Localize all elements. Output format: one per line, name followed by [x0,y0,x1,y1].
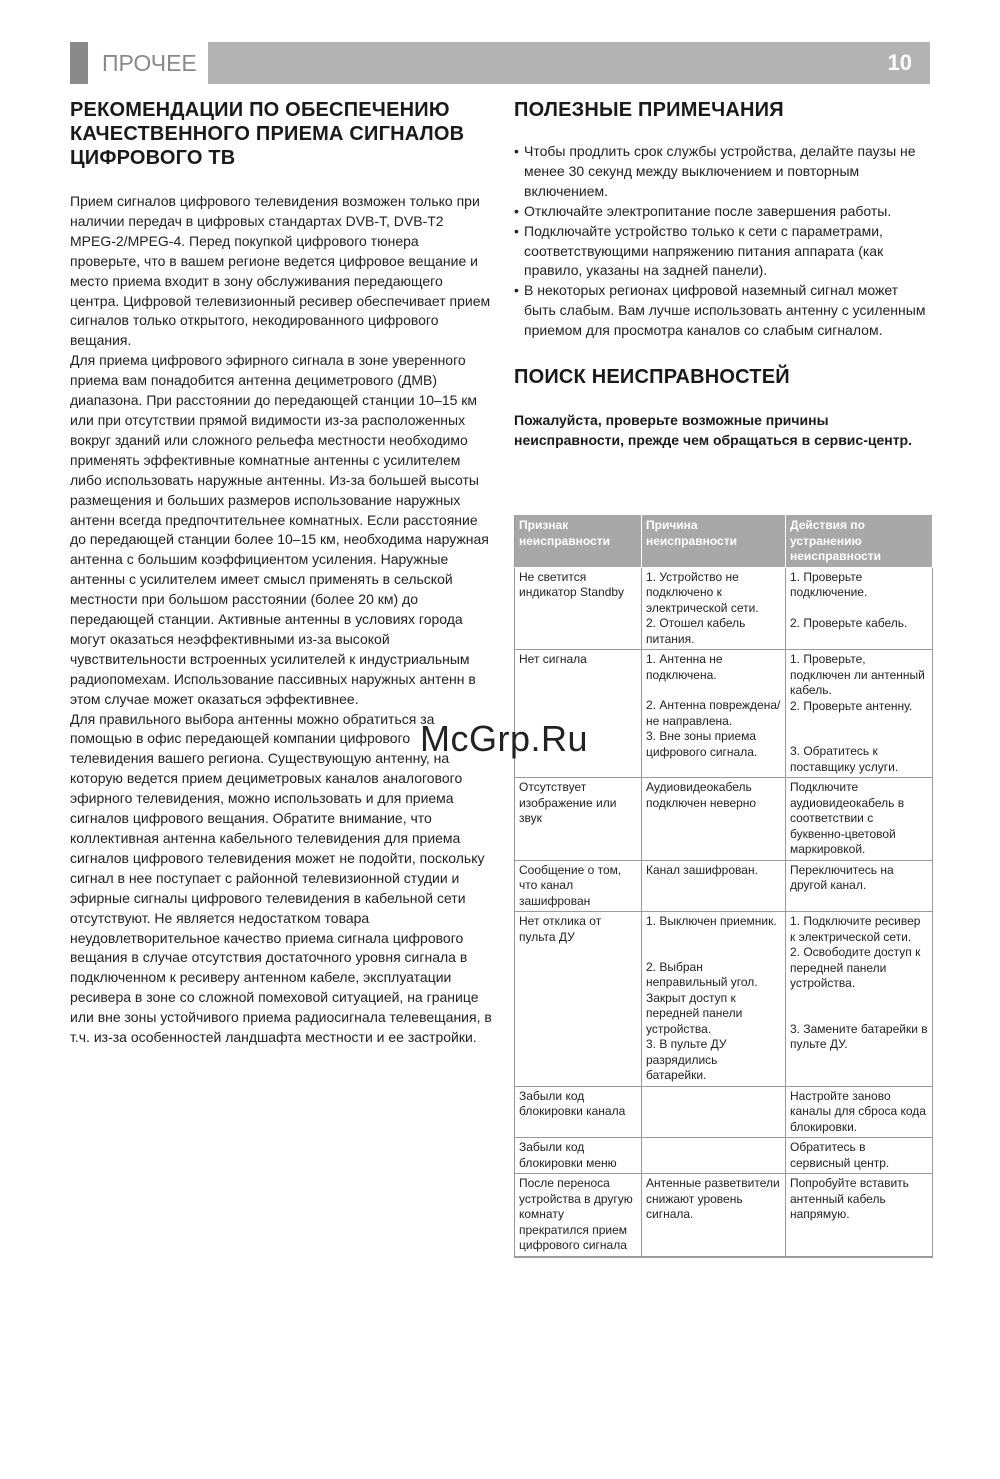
table-row [515,1138,933,1174]
table-row [515,778,933,861]
troubleshooting-intro: Пожалуйста, проверьте возможные причины неисправности, прежде чем обращаться в сервис-центр. [514,412,913,448]
cause-cell: 1. Устройство не подключено к электрической сети. 2. Отошел кабель питания. [642,567,786,650]
action-cell: Переключитесь на другой канал. [786,860,933,912]
action-cell: 1. Проверьте, подключен ли антенный кабель. 2. Проверьте антенну. 3. Обратитесь к поставщику услуги. [786,650,933,778]
action-cell: Попробуйте вставить антенный кабель напрямую. [786,1174,933,1257]
bullet-icon: • [514,282,519,299]
reception-recommendations-text [70,192,492,1048]
bullet-icon: • [514,202,519,219]
header-bar [208,42,930,84]
left-column [70,98,492,1048]
page-number: 10 [887,50,912,75]
action-cell: 1. Подключите ресивер к электрической сети. 2. Освободите доступ к передней панели устройства. 3. Замените батарейки в пульте ДУ. [786,912,933,1087]
action-cell: Настройте заново каналы для сброса кода блокировки. [786,1086,933,1138]
paragraph: Прием сигналов цифрового телевидения возможен только при наличии передач в цифровых стандартах DVB-T, DVB-T2 MPEG-2/MPEG-4. Перед покупкой цифрового тюнера проверьте, что в вашем регионе ведется цифровое вещание и место приема входит в зону обслуживания передающего центра. Цифровой телевизионный ресивер обеспечивает прием сигналов только открытого, некодированного цифрового вещания. [70,193,491,349]
column-header-action: Действия по устранению неисправности [786,515,933,568]
table-row [515,1174,933,1257]
cause-cell [642,1086,786,1138]
list-item: • Чтобы продлить срок службы устройства, делайте паузы не менее 30 секунд между выключением и повторным включением. [514,143,916,199]
symptom-cell: Сообщение о том, что канал зашифрован [515,860,642,912]
reception-recommendations-title: РЕКОМЕНДАЦИИ ПО ОБЕСПЕЧЕНИЮ КАЧЕСТВЕННОГО ПРИЕМА СИГНАЛОВ ЦИФРОВОГО ТВ [70,99,465,169]
paragraph: Для приема цифрового эфирного сигнала в зоне уверенного приема вам понадобится антенна дециметрового (ДМВ) диапазона. При расстоянии до передающей станции 10–15 км или при отсутствии прямой видимости из-за расположенных вокруг зданий или сложного рельефа местности необходимо применять эффективные комнатные антенны с усилителем либо использовать наружные антенны. Из-за большей высоты размещения и больших размеров использование наружных антенн всегда предпочтительнее комнатных. Если расстояние до передающей станции более 10–15 км, необходима наружная антенна с большим коэффициентом усиления. Наружные антенны с усилителем имеет смысл применять в сельской местности при большом расстоянии (более 20 км) до передающей станции. Активные антенны в условиях города могут оказаться неэффективными из-за высокой чувствительности встроенных усилителей к индустриальным радиопомехам. Использование пассивных наружных антенн в этом случае может оказаться эффективнее. [70,352,489,707]
list-item: • Подключайте устройство только к сети с параметрами, соответствующими напряжению питания аппарата (как правило, указаны на задней панели). [514,222,884,279]
cause-cell: 1. Антенна не подключена. 2. Антенна повреждена/ не направлена. 3. Вне зоны приема цифрового сигнала. [642,650,786,778]
list-item: • Отключайте электропитание после завершения работы. [514,202,932,222]
action-cell: Обратитесь в сервисный центр. [786,1138,933,1174]
cause-cell: Антенные разветвители снижают уровень сигнала. [642,1174,786,1257]
table-header-row [515,515,933,568]
troubleshooting-title: ПОИСК НЕИСПРАВНОСТЕЙ [514,366,790,389]
bullet-icon: • [514,143,519,159]
cause-cell: Канал зашифрован. [642,860,786,912]
list-item: • В некоторых регионах цифровой наземный сигнал может быть слабым. Вам лучше использовать антенну с усиленным приемом для просмотра каналов со слабым сигналом. [514,282,926,339]
bullet-icon: • [514,222,519,239]
right-column [514,98,932,451]
symptom-cell: Не светится индикатор Standby [515,567,642,650]
header-accent-block [70,42,88,84]
useful-notes-title: ПОЛЕЗНЫЕ ПРИМЕЧАНИЯ [514,99,784,121]
symptom-cell: После переноса устройства в другую комнату прекратился прием цифрового сигнала [515,1174,642,1257]
table-row [515,1086,933,1138]
cause-cell: 1. Выключен приемник. 2. Выбран неправильный угол. Закрыт доступ к передней панели устройства. 3. В пульте ДУ разрядились батарейки. [642,912,786,1087]
table-row [515,860,933,912]
symptom-cell: Нет сигнала [515,650,642,778]
column-header-symptom: Признак неисправности [515,515,642,568]
column-header-cause: Причина неисправности [642,515,786,568]
symptom-cell: Нет отклика от пульта ДУ [515,912,642,1087]
watermark: McGrp.Ru [420,718,589,759]
paragraph: Для правильного выбора антенны можно обратиться за помощью в офис передающей компании цифрового телевидения вашего региона. Существующую антенну, на которую ведется прием дециметровых каналов аналогового эфирного телевидения, можно использовать и для приема сигналов цифрового вещания. Обратите внимание, что коллективная антенна кабельного телевидения для приема сигналов цифрового телевидения может не подойти, поскольку сигнал в нее поступает с районной телевизионной студии и эфирные сигналы цифрового телевидения в кабельной сети отсутствуют. Не является недостатком товара неудовлетворительное качество приема сигнала цифрового вещания в случае отсутствия достаточного уровня сигнала в подключенном к ресиверу антенном кабеле, эксплуатации ресивера в зоне со сложной помеховой ситуацией, на границе или вне зоны устойчивого приема радиосигнала телевещания, в т.ч. из-за особенностей ландшафта местности и ее застройки. [70,710,492,1046]
action-cell: 1. Проверьте подключение. 2. Проверьте кабель. [786,567,933,650]
troubleshooting-table [514,514,933,1258]
table-row [515,567,933,650]
table-row [515,912,933,1087]
useful-notes-list [514,142,932,341]
cause-cell: Аудиовидеокабель подключен неверно [642,778,786,861]
cause-cell [642,1138,786,1174]
symptom-cell: Забыли код блокировки меню [515,1138,642,1174]
symptom-cell: Забыли код блокировки канала [515,1086,642,1138]
action-cell: Подключите аудиовидеокабель в соответствии с буквенно-цветовой маркировкой. [786,778,933,861]
symptom-cell: Отсутствует изображение или звук [515,778,642,861]
section-label: ПРОЧЕЕ [92,42,214,84]
